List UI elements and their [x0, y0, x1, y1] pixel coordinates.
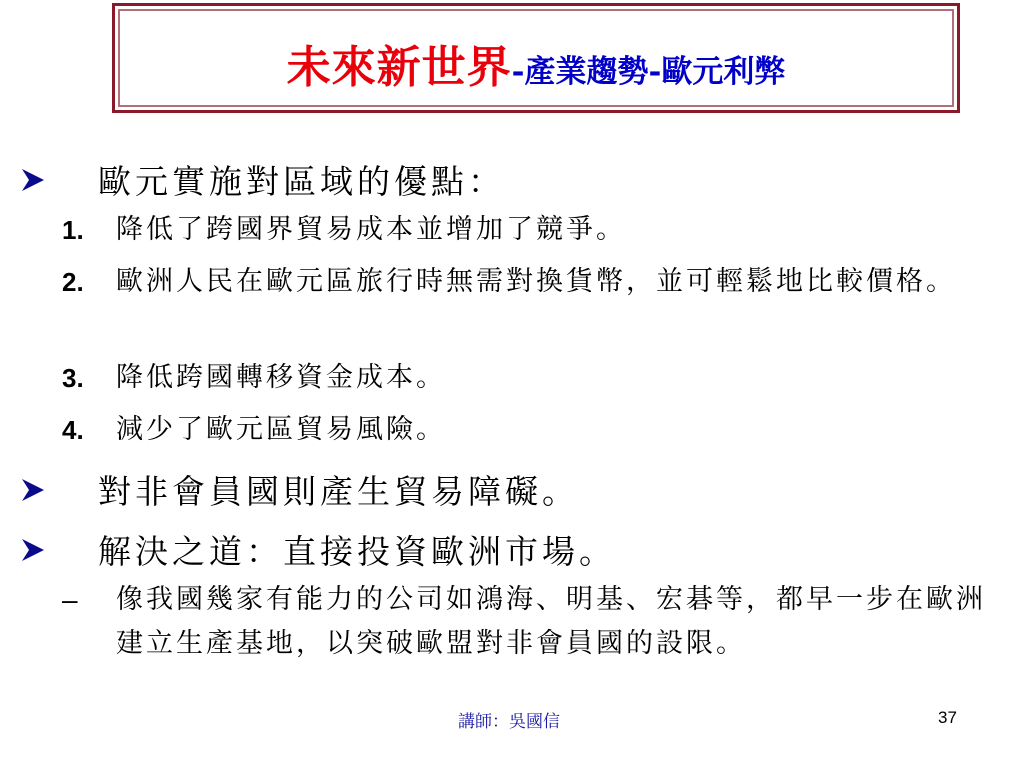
bullet-text: 解決之道：直接投資歐洲市場。 — [98, 532, 616, 571]
list-item — [62, 578, 986, 666]
item-number: 3. — [62, 363, 84, 393]
item-text: 降低了跨國界貿易成本並增加了競爭。 — [116, 214, 626, 245]
list-item — [62, 408, 996, 452]
title-main: 未來新世界 — [286, 42, 512, 93]
item-text: 降低跨國轉移資金成本。 — [116, 362, 446, 393]
page-number: 37 — [938, 708, 957, 727]
arrow-right-bullet-icon — [20, 537, 46, 563]
bullet-text: 對非會員國則產生貿易障礙。 — [98, 472, 579, 511]
bullet-text: 歐元實施對區域的優點： — [98, 162, 505, 201]
list-item — [62, 260, 986, 304]
title-frame — [112, 3, 960, 113]
item-number: 2. — [62, 267, 84, 297]
item-text: 歐洲人民在歐元區旅行時無需對換貨幣，並可輕鬆地比較價格。 — [116, 266, 956, 297]
bullet-advantages — [20, 156, 505, 203]
title-sub: -產業趨勢-歐元利弊 — [511, 54, 786, 90]
list-item — [62, 208, 996, 252]
item-text: 減少了歐元區貿易風險。 — [116, 414, 446, 445]
bullet-solution — [20, 526, 616, 573]
item-number: 1. — [62, 215, 84, 245]
arrow-right-bullet-icon — [20, 477, 46, 503]
item-number: 4. — [62, 415, 84, 445]
slide-title — [115, 31, 957, 95]
lecturer-footer: 講師：吳國信 — [458, 712, 560, 732]
item-text: 像我國幾家有能力的公司如鴻海、明基、宏碁等，都早一步在歐洲建立生產基地，以突破歐盟對非會員國的設限。 — [116, 584, 986, 659]
list-item — [62, 356, 996, 400]
dash-marker: – — [62, 584, 78, 615]
arrow-right-bullet-icon — [20, 167, 46, 193]
bullet-trade-barrier — [20, 466, 579, 513]
